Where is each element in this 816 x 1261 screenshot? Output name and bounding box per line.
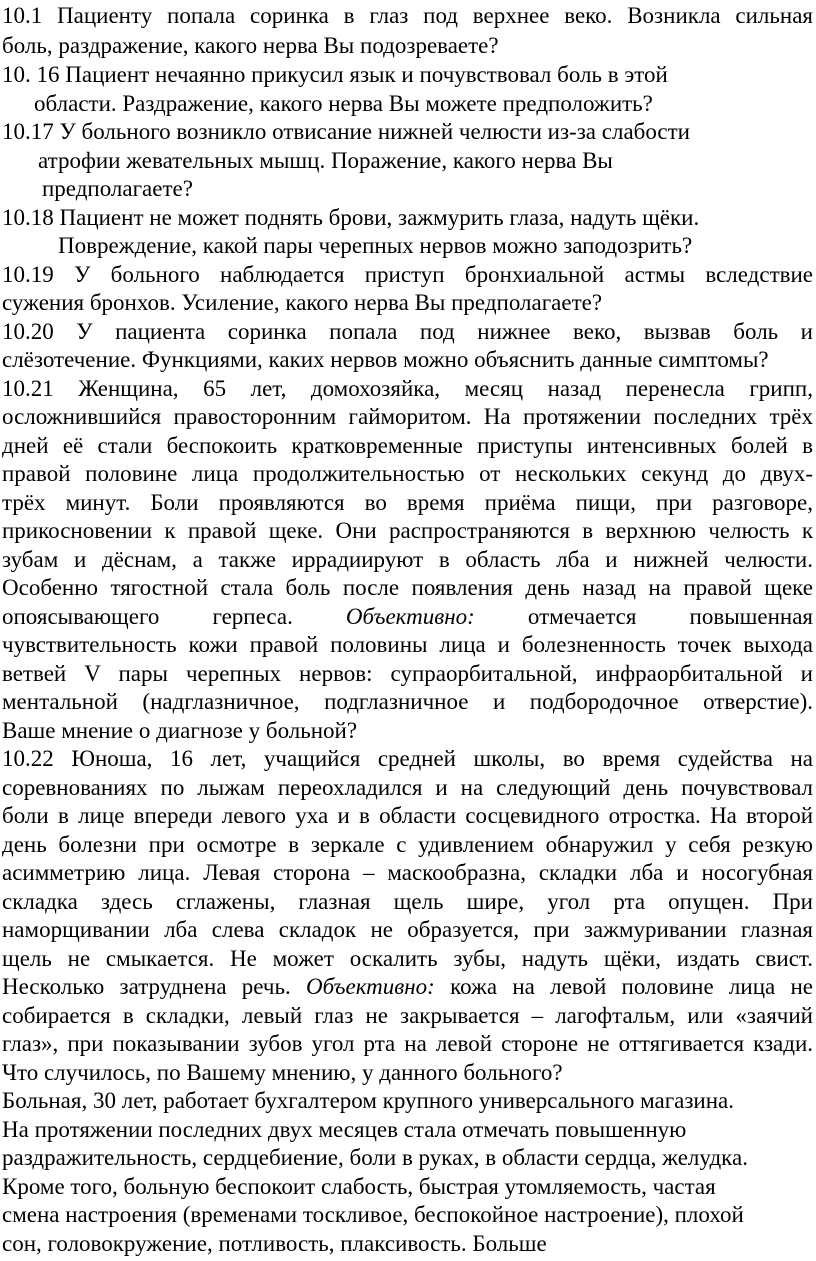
text-run: ментальной (надглазничное, подглазничное и подбородочное отверстие). — [2, 689, 813, 714]
text-line — [2, 1086, 813, 1118]
text-line — [2, 1, 813, 33]
text-run: зубам и дёснам, а также иррадиируют в область лба и нижней челюсти. — [2, 547, 813, 572]
text-line — [2, 117, 813, 149]
text-run: 10. 16 Пациент нечаянно прикусил язык и почувствовал боль в этой — [2, 62, 668, 87]
text-run: Повреждение, какой пары черепных нервов можно заподозрить? — [58, 233, 693, 258]
text-line — [2, 972, 813, 1004]
text-run: прикосновении к правой щеке. Они распространяются в верхнюю челюсть к — [2, 518, 813, 543]
text-run: дней её стали беспокоить кратковременные приступы интенсивных болей в — [2, 433, 813, 458]
text-run: собирается в складки, левый глаз не закрывается – лагофтальм, или «заячий — [2, 1003, 813, 1028]
text-run: наморщивании лба слева складок не образуется, при зажмуривании глазная — [2, 917, 813, 942]
text-run: кожа на левой половине лица не — [434, 974, 813, 999]
text-run: асимметрию лица. Левая сторона – маскообразна, складки лба и носогубная — [2, 860, 813, 885]
text-run: 10.21 Женщина, 65 лет, домохозяйка, месяц назад перенесла грипп, — [2, 376, 813, 401]
text-run: 10.19 У больного наблюдается приступ бронхиальной астмы вследствие — [2, 262, 813, 287]
text-run: Несколько затруднена речь. — [2, 974, 306, 999]
text-line — [2, 744, 813, 776]
text-line — [2, 1200, 813, 1232]
text-run: 10.22 Юноша, 16 лет, учащийся средней школы, во время судейства на — [2, 746, 813, 771]
text-run: раздражительность, сердцебиение, боли в руках, в области сердца, желудка. — [2, 1145, 748, 1170]
text-line — [2, 288, 813, 320]
text-line — [2, 516, 813, 548]
text-run: отмечается повышенная — [474, 604, 813, 629]
text-run: чувствительность кожи правой половины лица и болезненность точек выхода — [2, 632, 813, 657]
text-run: соревнованиях по лыжам переохладился и на следующий день почувствовал — [2, 775, 813, 800]
text-run: Особенно тягостной стала боль после появления день назад на правой щеке — [2, 575, 813, 600]
text-run: складка здесь сглажены, глазная щель шире, угол рта опущен. При — [2, 889, 813, 914]
text-run: Больная, 30 лет, работает бухгалтером крупного универсального магазина. — [2, 1088, 735, 1113]
text-run: Ваше мнение о диагнозе у больной? — [2, 718, 358, 743]
text-run: щель не смыкается. Не может оскалить зубы, надуть щёки, издать свист. — [2, 946, 813, 971]
text-line — [2, 402, 813, 434]
text-run: сужения бронхов. Усиление, какого нерва Вы предполагаете? — [2, 290, 603, 315]
text-line — [2, 1029, 813, 1061]
text-run: день болезни при осмотре в зеркале с удивлением обнаружил у себя резкую — [2, 832, 813, 857]
text-line — [2, 345, 813, 377]
text-line — [2, 687, 813, 719]
text-run: трёх минут. Боли проявляются во время приёма пищи, при разговоре, — [2, 490, 813, 515]
text-run: области. Раздражение, какого нерва Вы можете предположить? — [34, 91, 653, 116]
text-run: 10.20 У пациента соринка попала под нижнее веко, вызвав боль и — [2, 319, 813, 344]
text-run: боли в лице впереди левого уха и в области сосцевидного отростка. На второй — [2, 803, 813, 828]
text-line — [42, 174, 813, 206]
text-run: сон, головокружение, потливость, плаксивость. Больше — [2, 1231, 547, 1256]
text-run: ветвей V пары черепных нервов: супраорбитальной, инфраорбитальной и — [2, 661, 813, 686]
italic-label: Объективно: — [305, 974, 435, 999]
text-line — [2, 915, 813, 947]
text-run: смена настроения (временами тоскливое, беспокойное настроение), плохой — [2, 1202, 744, 1227]
text-run: 10.18 Пациент не может поднять брови, зажмурить глаза, надуть щёки. — [2, 205, 700, 230]
text-line — [2, 801, 813, 833]
text-run: На протяжении последних двух месяцев стала отмечать повышенную — [2, 1117, 687, 1142]
text-run: глаз», при показывании зубов угол рта на левой стороне не оттягивается кзади. — [2, 1031, 813, 1056]
text-run: опоясывающего герпеса. — [2, 604, 346, 629]
text-run: Что случилось, по Вашему мнению, у данного больного? — [2, 1060, 563, 1085]
text-run: атрофии жевательных мышц. Поражение, какого нерва Вы — [38, 148, 613, 173]
text-run: правой половине лица продолжительностью от нескольких секунд до двух- — [2, 461, 813, 486]
text-run: осложнившийся правосторонним гайморитом. На протяжении последних трёх — [2, 404, 813, 429]
text-line — [2, 1229, 813, 1261]
text-line — [2, 858, 813, 890]
text-line — [2, 31, 813, 63]
text-run: Кроме того, больную беспокоит слабость, быстрая утомляемость, частая — [2, 1174, 716, 1199]
italic-label: Объективно: — [345, 604, 475, 629]
text-run: 10.1 Пациенту попала соринка в глаз под верхнее веко. Возникла сильная — [2, 3, 813, 28]
text-line — [2, 573, 813, 605]
text-run: боль, раздражение, какого нерва Вы подозреваете? — [2, 33, 499, 58]
text-line — [58, 231, 813, 263]
text-line — [2, 630, 813, 662]
text-run: 10.17 У больного возникло отвисание нижней челюсти из-за слабости — [2, 119, 690, 144]
text-line — [2, 459, 813, 491]
text-line — [2, 60, 813, 92]
text-run: слёзотечение. Функциями, каких нервов можно объяснить данные симптомы? — [2, 347, 769, 372]
text-run: предполагаете? — [42, 176, 193, 201]
text-line — [2, 1143, 813, 1175]
